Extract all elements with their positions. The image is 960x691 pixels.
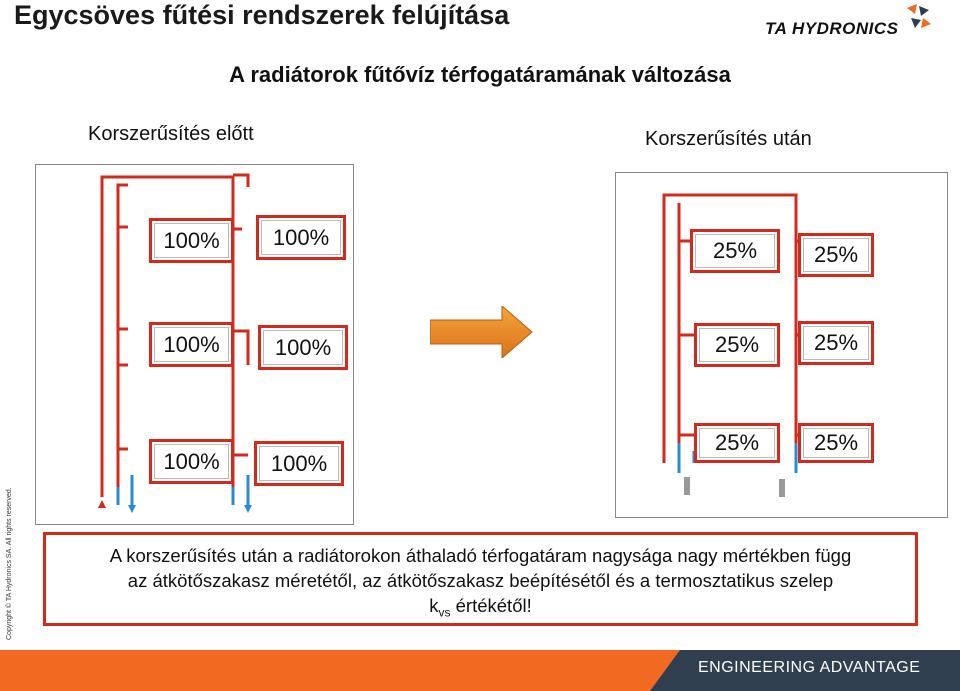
- section-label-after: Korszerűsítés után: [645, 128, 812, 150]
- copyright-notice: Copyright © TA Hydronics SA. All rights reserved.: [6, 487, 13, 640]
- section-label-before: Korszerűsítés előtt: [88, 123, 254, 145]
- radiator-after-4: 25%: [798, 321, 874, 365]
- radiator-before-2: 100%: [256, 215, 346, 260]
- radiator-after-2: 25%: [798, 233, 874, 277]
- caption-box: [43, 532, 918, 626]
- transition-arrow-icon: [430, 306, 534, 358]
- ta-hydronics-logo: [765, 2, 935, 42]
- radiator-before-6: 100%: [254, 441, 344, 486]
- logo-text: TA HYDRONICS: [765, 19, 899, 38]
- radiator-before-3: 100%: [149, 322, 234, 367]
- logo-mark-icon: [905, 2, 933, 32]
- slide-subtitle: A radiátorok fűtővíz térfogatáramának változása: [229, 62, 731, 87]
- diagram-before: [35, 164, 354, 525]
- diagram-after: [615, 172, 948, 518]
- caption-line-3: $k_{vs}$ értékétől!: [429, 595, 532, 620]
- caption-line-2: az átkötőszakasz méretétől, az átkötőszakasz beépítésétől és a termosztatikus szelep: [127, 570, 834, 591]
- footer-tagline: ENGINEERING ADVANTAGE: [698, 659, 921, 676]
- caption-line-1: A korszerűsítés után a radiátorokon áthaladó térfogatáram nagysága nagy mértékben függ: [109, 545, 852, 566]
- radiator-after-3: 25%: [694, 323, 780, 367]
- radiator-after-6: 25%: [798, 423, 874, 463]
- radiator-after-1: 25%: [690, 229, 780, 273]
- radiator-before-1: 100%: [149, 218, 234, 263]
- radiator-before-4: 100%: [258, 325, 348, 370]
- slide-title: Egycsöves fűtési rendszerek felújítása: [14, 0, 510, 30]
- radiator-before-5: 100%: [149, 439, 234, 484]
- pipe-network-after: [616, 173, 949, 519]
- radiator-after-5: 25%: [694, 423, 780, 463]
